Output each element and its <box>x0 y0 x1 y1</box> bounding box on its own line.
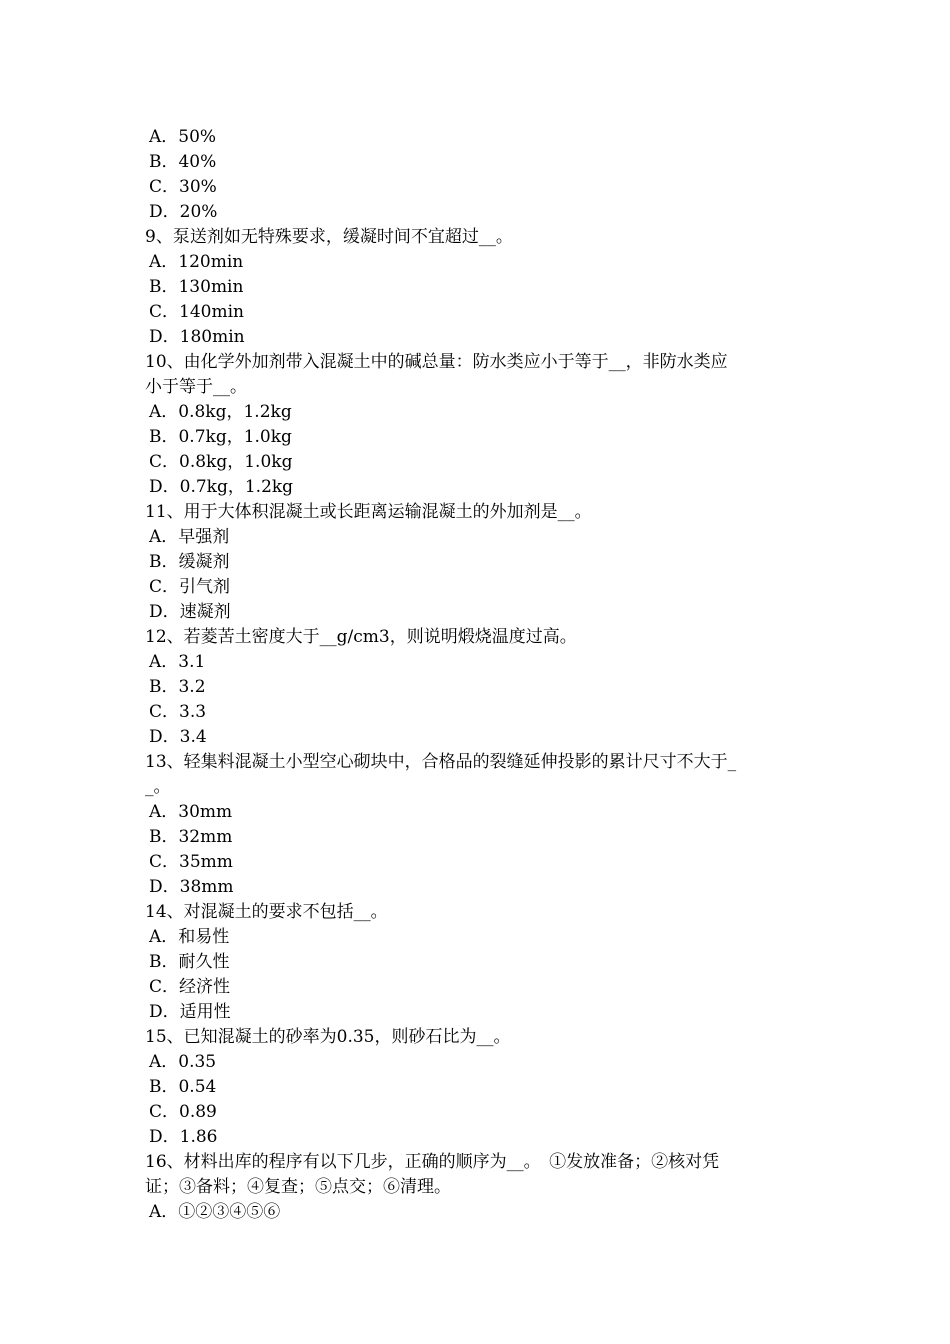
question-line: 13、轻集料混凝土小型空心砌块中，合格品的裂缝延伸投影的累计尺寸不大于_ <box>145 752 737 772</box>
option-line: A．3.1 <box>149 652 206 672</box>
option-line: D．速凝剂 <box>149 602 231 622</box>
question-line: 15、已知混凝土的砂率为0.35，则砂石比为__。 <box>145 1027 511 1047</box>
question-line: 14、对混凝土的要求不包括__。 <box>145 902 388 922</box>
option-line: B．40% <box>149 152 217 172</box>
option-line: B．缓凝剂 <box>149 552 230 572</box>
option-line: C．0.89 <box>149 1102 217 1122</box>
option-line: A．①②③④⑤⑥ <box>149 1202 281 1222</box>
option-line: A．0.8kg，1.2kg <box>149 402 292 422</box>
option-line: D．适用性 <box>149 1002 231 1022</box>
option-line: A．30mm <box>149 802 233 822</box>
option-line: C．经济性 <box>149 977 231 997</box>
question-line: 12、若菱苦土密度大于__g/cm3，则说明煅烧温度过高。 <box>145 627 577 647</box>
option-line: D．180min <box>149 327 245 347</box>
question-line: 16、材料出库的程序有以下几步，正确的顺序为__。 ①发放准备；②核对凭 <box>145 1152 720 1172</box>
option-line: B．0.7kg，1.0kg <box>149 427 292 447</box>
option-line: A．和易性 <box>149 927 230 947</box>
document-page <box>145 125 825 1225</box>
option-line: B．32mm <box>149 827 233 847</box>
option-line: B．0.54 <box>149 1077 217 1097</box>
option-line: D．3.4 <box>149 727 207 747</box>
option-line: C．140min <box>149 302 244 322</box>
option-line: A．早强剂 <box>149 527 230 547</box>
option-line: C．引气剂 <box>149 577 231 597</box>
question-continuation: 证；③备料；④复查；⑤点交；⑥清理。 <box>145 1177 451 1197</box>
option-line: C．30% <box>149 177 217 197</box>
option-line: A．120min <box>149 252 244 272</box>
question-line: 10、由化学外加剂带入混凝土中的碱总量：防水类应小于等于__，非防水类应 <box>145 352 728 372</box>
option-line: B．3.2 <box>149 677 206 697</box>
option-line: C．3.3 <box>149 702 207 722</box>
question-continuation: 小于等于__。 <box>145 377 247 397</box>
option-line: B．耐久性 <box>149 952 230 972</box>
option-line: B．130min <box>149 277 244 297</box>
option-line: A．50% <box>149 127 217 147</box>
question-line: 9、泵送剂如无特殊要求，缓凝时间不宜超过__。 <box>145 227 513 247</box>
option-line: D．1.86 <box>149 1127 218 1147</box>
option-line: D．38mm <box>149 877 234 897</box>
question-line: 11、用于大体积混凝土或长距离运输混凝土的外加剂是__。 <box>145 502 592 522</box>
option-line: D．20% <box>149 202 218 222</box>
option-line: C．35mm <box>149 852 233 872</box>
question-continuation: _。 <box>145 777 171 797</box>
option-line: A．0.35 <box>149 1052 217 1072</box>
option-line: D．0.7kg，1.2kg <box>149 477 294 497</box>
option-line: C．0.8kg，1.0kg <box>149 452 293 472</box>
